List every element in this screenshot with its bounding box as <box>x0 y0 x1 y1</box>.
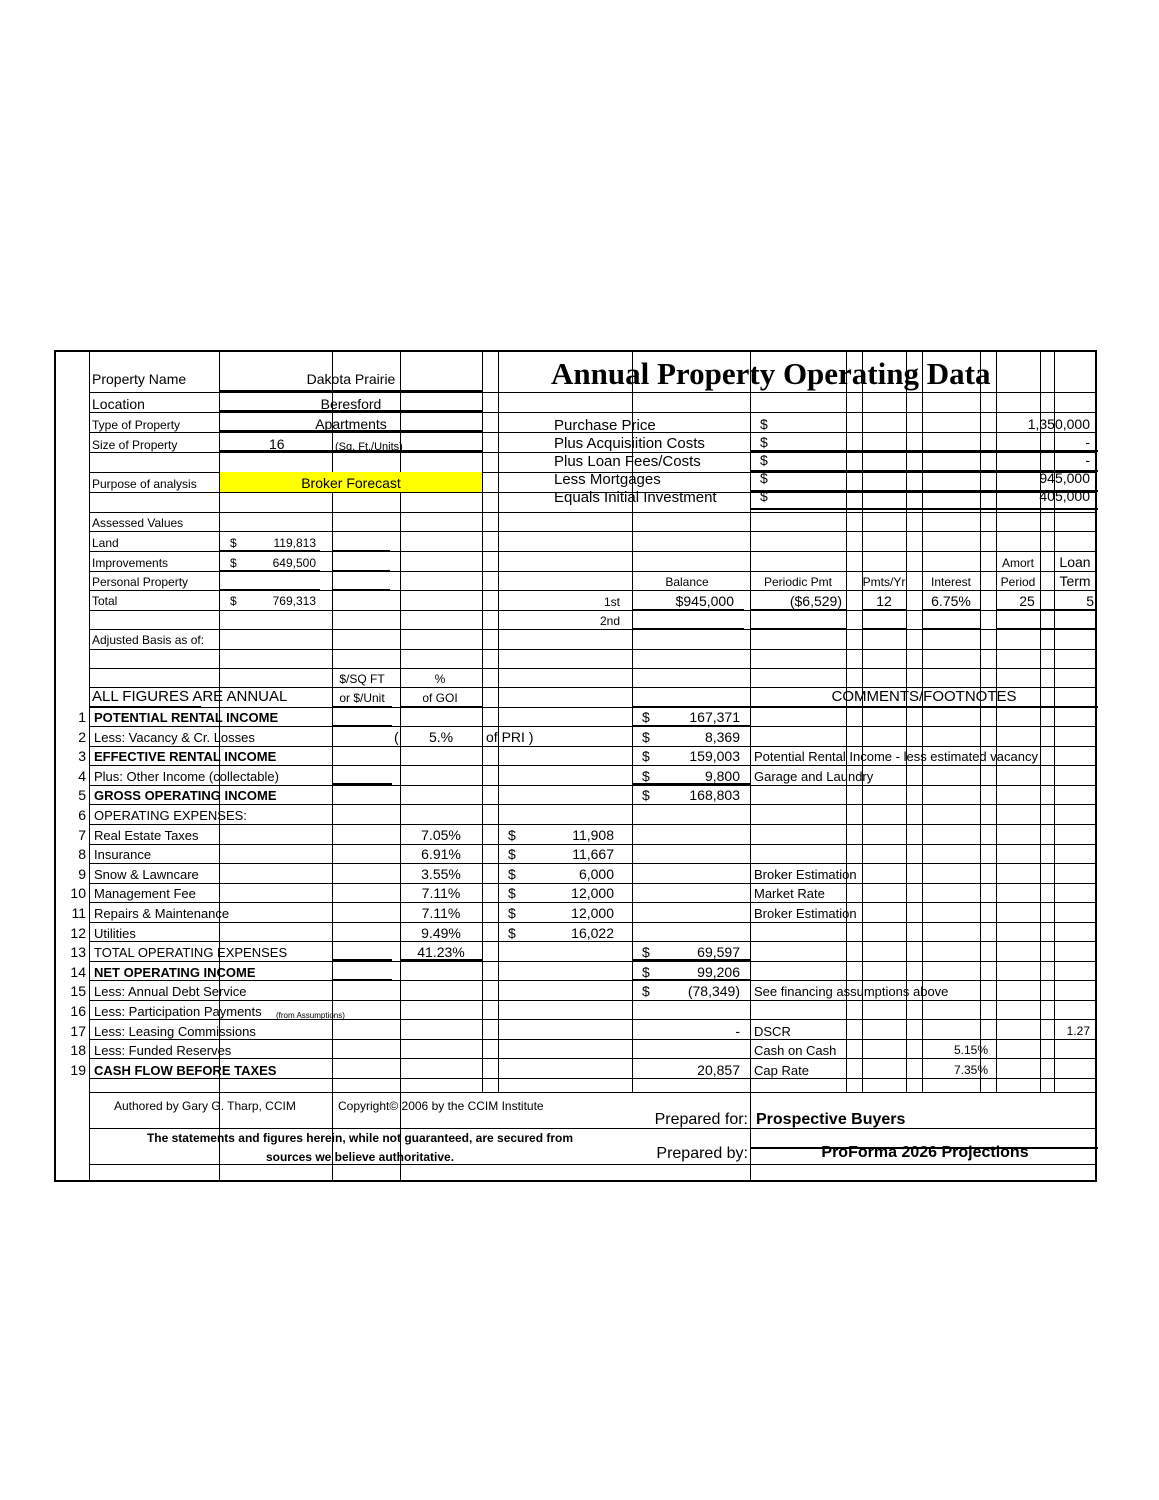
disclaimer-line-2: sources we believe authoritative. <box>265 1150 455 1164</box>
underline <box>332 725 392 727</box>
purchase-row-currency: $ <box>760 470 768 486</box>
line-total-value: - <box>735 1022 740 1039</box>
purchase-row-currency: $ <box>760 434 768 450</box>
line-label: Snow & Lawncare <box>94 866 199 882</box>
line-number: 10 <box>70 885 86 902</box>
line-total-currency: $ <box>642 944 650 961</box>
line-number: 5 <box>78 787 86 804</box>
line-total-value: 8,369 <box>704 728 740 745</box>
line-number: 15 <box>70 983 86 1000</box>
grid-hline <box>89 863 1097 864</box>
loan-balance-header: Balance <box>665 575 709 589</box>
line-total-value: (78,349) <box>687 983 740 1000</box>
first-loan-term: 5 <box>1086 593 1094 609</box>
line-expense-value: 11,667 <box>572 846 614 863</box>
line-expense-currency: $ <box>508 905 516 921</box>
purchase-row-currency: $ <box>760 416 768 432</box>
underline <box>862 609 906 611</box>
sqft-header-2: or $/Unit <box>339 691 385 705</box>
line-expense-currency: $ <box>508 924 516 941</box>
purchase-row-currency: $ <box>760 488 768 504</box>
location-label: Location <box>92 396 145 412</box>
line-percent: 7.11% <box>421 905 461 921</box>
prepared-by-value: ProForma 2026 Projections <box>821 1144 1029 1161</box>
line-number: 16 <box>70 1003 86 1019</box>
line-number: 19 <box>70 1061 86 1078</box>
first-loan-interest: 6.75% <box>931 593 971 609</box>
line-note: (from Assumptions) <box>276 1011 345 1020</box>
purchase-row-value: - <box>1085 452 1090 468</box>
grid-vline <box>846 352 847 1092</box>
grid-hline <box>89 512 1097 513</box>
grid-hline <box>89 668 1097 669</box>
line-label: Less: Vacancy & Cr. Losses <box>94 729 255 745</box>
property-type-value: Apartments <box>315 416 387 432</box>
line-percent: 7.05% <box>421 826 461 843</box>
grid-vline <box>906 352 907 1092</box>
loan-amort-header-2: Period <box>1000 575 1036 589</box>
underline <box>750 628 846 630</box>
line-total-currency: $ <box>642 983 650 1000</box>
first-loan-label: 1st <box>603 595 620 609</box>
line-comment: Cap Rate <box>754 1062 809 1078</box>
line-total-currency: $ <box>642 728 650 745</box>
land-value: 119,813 <box>273 536 316 550</box>
line-number: 1 <box>78 709 86 725</box>
line-label: TOTAL OPERATING EXPENSES <box>94 945 288 961</box>
underline <box>332 706 392 708</box>
line-expense-currency: $ <box>508 846 516 863</box>
line-total-value: 99,206 <box>697 963 740 980</box>
line-comment-value: 5.15% <box>953 1043 988 1058</box>
underline <box>332 550 390 552</box>
grid-hline <box>89 412 1097 413</box>
line-number: 6 <box>78 807 86 823</box>
line-number: 13 <box>70 944 86 961</box>
line-label: Insurance <box>94 847 152 863</box>
improvements-currency: $ <box>230 556 237 570</box>
line-number: 4 <box>78 767 86 784</box>
line-comment: Broker Estimation <box>754 906 857 921</box>
first-loan-balance: $945,000 <box>675 593 734 609</box>
line-label: Real Estate Taxes <box>94 827 199 843</box>
disclaimer-line-1: The statements and figures herein, while not guaranteed, are secured from <box>146 1131 574 1145</box>
loan-pmts-header: Pmts/Yr <box>862 575 906 589</box>
line-comment-value: 1.27 <box>1066 1023 1090 1038</box>
grid-hline <box>89 1092 1097 1093</box>
underline <box>996 628 1096 630</box>
prepared-for-value: Prospective Buyers <box>756 1111 906 1128</box>
line-number: 11 <box>71 905 86 921</box>
pct-header-2: of GOI <box>422 691 458 705</box>
line-comment: DSCR <box>754 1023 791 1039</box>
grid-hline <box>89 941 1097 942</box>
line-comment: Potential Rental Income - less estimated vacancy <box>754 749 1038 765</box>
grid-vline <box>862 352 863 1092</box>
underline <box>400 706 482 708</box>
underline <box>632 706 750 708</box>
line-number: 17 <box>70 1022 86 1039</box>
line-total-value: 167,371 <box>689 709 740 725</box>
line-label: Less: Annual Debt Service <box>94 984 247 1000</box>
copyright: Copyright© 2006 by the CCIM Institute <box>338 1099 544 1113</box>
loan-interest-header: Interest <box>930 575 972 589</box>
grid-vline <box>922 352 923 1092</box>
land-currency: $ <box>230 536 237 550</box>
line-number: 12 <box>70 924 86 941</box>
grid-hline <box>89 1128 1097 1129</box>
purchase-row-label: Equals Initial Investment <box>554 489 717 506</box>
purpose-label: Purpose of analysis <box>92 477 197 491</box>
line-label: EFFECTIVE RENTAL INCOME <box>94 749 277 765</box>
grid-hline <box>89 726 1097 727</box>
underline <box>332 570 390 572</box>
underline <box>750 706 1098 708</box>
underline <box>89 706 201 708</box>
line-comment: Cash on Cash <box>754 1043 837 1059</box>
purchase-row-label: Purchase Price <box>554 417 656 434</box>
line-of-pri: of PRI ) <box>486 728 534 745</box>
line-percent: 41.23% <box>417 944 465 961</box>
line-percent: 7.11% <box>421 885 461 902</box>
line-expense-value: 12,000 <box>571 885 614 902</box>
line-percent: 9.49% <box>421 924 461 941</box>
line-label: Management Fee <box>94 886 196 902</box>
loan-amort-header-1: Amort <box>1001 556 1034 570</box>
line-paren: ( <box>394 728 399 745</box>
second-loan-label: 2nd <box>599 614 620 628</box>
property-type-label: Type of Property <box>92 418 181 432</box>
line-total-currency: $ <box>642 963 650 980</box>
line-total-value: 69,597 <box>697 944 740 961</box>
underline <box>750 609 846 611</box>
line-comment: See financing assumptions above <box>754 984 949 1000</box>
line-label: NET OPERATING INCOME <box>94 964 256 980</box>
line-expense-value: 16,022 <box>571 924 614 941</box>
first-loan-amort: 25 <box>1019 593 1035 609</box>
purchase-row-label: Plus Loan Fees/Costs <box>554 453 701 470</box>
personal-property-label: Personal Property <box>92 575 189 589</box>
purchase-row-value: 945,000 <box>1039 470 1090 486</box>
grid-hline <box>89 844 1097 845</box>
line-expense-value: 11,908 <box>572 826 614 843</box>
line-total-value: 9,800 <box>704 767 740 784</box>
grid-hline <box>89 824 1097 825</box>
line-percent: 6.91% <box>421 846 461 863</box>
grid-hline <box>89 649 1097 650</box>
property-size-value: 16 <box>269 436 285 452</box>
property-name-label: Property Name <box>92 371 187 387</box>
line-number: 3 <box>78 748 86 765</box>
total-value: 769,313 <box>272 594 316 608</box>
grid-hline <box>89 392 1097 393</box>
underline <box>632 628 744 630</box>
property-size-unit: (Sq. Ft./Units) <box>335 441 403 453</box>
underline <box>922 628 980 630</box>
underline <box>862 628 906 630</box>
improvements-value: 649,500 <box>272 556 316 570</box>
line-label: Repairs & Maintenance <box>94 906 230 921</box>
underline <box>632 725 750 727</box>
grid-hline <box>89 902 1097 903</box>
line-total-currency: $ <box>642 748 650 765</box>
line-label: Less: Funded Reserves <box>94 1043 232 1059</box>
line-label: Plus: Other Income (collectable) <box>94 768 279 784</box>
purpose-value: Broker Forecast <box>301 475 401 491</box>
purchase-row-value: 405,000 <box>1039 488 1090 504</box>
line-percent: 3.55% <box>421 865 461 882</box>
authored-by: Authored by Gary G. Tharp, CCIM <box>114 1099 296 1113</box>
line-number: 18 <box>70 1042 86 1059</box>
first-loan-pmt: ($6,529) <box>789 593 842 609</box>
line-expense-currency: $ <box>508 826 516 843</box>
purchase-row-label: Less Mortgages <box>554 471 661 488</box>
first-loan-pmts: 12 <box>876 593 892 609</box>
line-label: GROSS OPERATING INCOME <box>94 788 277 804</box>
purchase-row-label: Plus Acquisiition Costs <box>554 435 705 452</box>
property-name-value: Dakota Prairie <box>306 371 396 387</box>
loan-term-header-1: Loan <box>1059 554 1091 570</box>
total-currency: $ <box>230 594 237 608</box>
grid-hline <box>89 883 1097 884</box>
purchase-row-value: 1,350,000 <box>1027 416 1090 432</box>
line-label: Less: Leasing Commissions <box>94 1023 256 1039</box>
line-total-value: 20,857 <box>697 1061 740 1078</box>
line-total-currency: $ <box>642 709 650 725</box>
underline <box>220 390 482 392</box>
line-expense-currency: $ <box>508 885 516 902</box>
line-expense-value: 12,000 <box>571 905 614 921</box>
underline <box>632 609 744 611</box>
prepared-by-label: Prepared by: <box>656 1145 748 1162</box>
grid-hline <box>89 922 1097 923</box>
loan-pmt-header: Periodic Pmt <box>763 575 833 589</box>
underline <box>922 609 980 611</box>
line-number: 9 <box>78 865 86 882</box>
line-total-currency: $ <box>642 767 650 784</box>
line-comment-value: 7.35% <box>953 1062 988 1077</box>
underline <box>750 508 1098 510</box>
all-figures-annual: ALL FIGURES ARE ANNUAL <box>92 688 288 705</box>
adjusted-basis-label: Adjusted Basis as of: <box>92 633 205 647</box>
comments-header: COMMENTS/FOOTNOTES <box>831 688 1017 705</box>
sqft-header-1: $/SQ FT <box>339 672 385 686</box>
underline <box>332 589 390 591</box>
loan-term-header-2: Term <box>1059 573 1091 589</box>
total-label: Total <box>92 594 118 608</box>
line-label: POTENTIAL RENTAL INCOME <box>94 710 279 725</box>
purchase-row-currency: $ <box>760 452 768 468</box>
prepared-for-label: Prepared for: <box>654 1111 748 1128</box>
pct-header-1: % <box>434 672 446 686</box>
grid-vline <box>498 352 499 1092</box>
line-total-value: 168,803 <box>689 787 740 804</box>
line-expense-value: 6,000 <box>578 865 614 882</box>
assessed-values-title: Assessed Values <box>92 516 184 530</box>
grid-hline <box>89 531 1097 532</box>
line-number: 14 <box>70 963 86 980</box>
line-label: OPERATING EXPENSES: <box>94 808 247 823</box>
line-label: CASH FLOW BEFORE TAXES <box>94 1062 277 1078</box>
improvements-label: Improvements <box>92 556 169 570</box>
line-percent: 5.% <box>428 728 454 745</box>
underline <box>332 979 392 981</box>
grid-hline <box>89 785 1097 786</box>
operating-data-sheet <box>54 350 1097 1182</box>
line-number: 7 <box>78 826 86 843</box>
grid-hline <box>89 746 1097 747</box>
line-comment: Broker Estimation <box>754 866 857 882</box>
property-size-label: Size of Property <box>92 438 178 452</box>
location-value: Beresford <box>320 396 382 412</box>
underline <box>996 609 1096 611</box>
underline <box>332 959 392 961</box>
underline <box>332 783 392 785</box>
line-number: 2 <box>78 728 86 745</box>
line-label: Utilities <box>94 925 136 941</box>
sheet-title: Annual Property Operating Data <box>551 356 991 391</box>
land-label: Land <box>92 536 119 550</box>
line-comment: Market Rate <box>754 886 825 902</box>
line-comment: Garage and Laundry <box>754 768 874 784</box>
line-label: Less: Participation Payments <box>94 1004 262 1019</box>
line-expense-currency: $ <box>508 865 516 882</box>
line-total-value: 159,003 <box>689 748 740 765</box>
purchase-row-value: - <box>1085 434 1090 450</box>
line-number: 8 <box>78 846 86 863</box>
underline <box>220 589 320 591</box>
line-total-currency: $ <box>642 787 650 804</box>
grid-vline <box>482 352 483 1092</box>
